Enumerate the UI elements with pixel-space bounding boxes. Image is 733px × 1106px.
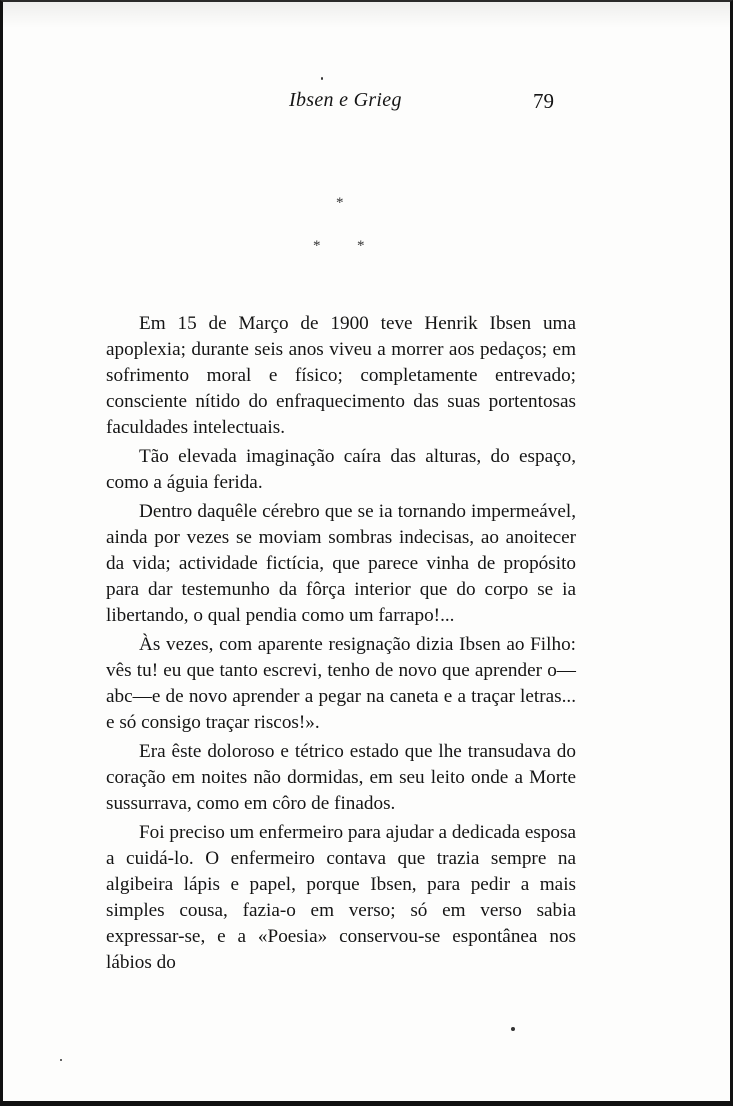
- ink-speck: [321, 77, 323, 80]
- paragraph: Em 15 de Março de 1900 teve Henrik Ibsen uma apoplexia; durante seis anos viveu a morrer aos pedaços; em sofrimento moral e físico; completamente entrevado; consciente nítido do enfraquecimento das suas portentosas faculdades intelectuais.: [106, 313, 576, 438]
- paragraph: Foi preciso um enfermeiro para ajudar a dedicada esposa a cuidá-lo. O enfermeiro contava que trazia sempre na algibeira lápis e papel, porque Ibsen, para pedir a mais simples cousa, fazia-o em verso; só em verso sabia expressar-se, e a «Poesia» conservou-se espontânea nos lábios do: [106, 822, 576, 973]
- paragraph: Era êste doloroso e tétrico estado que lhe transudava do coração em noites não dormidas, em seu leito onde a Morte sussurrava, como em côro de finados.: [106, 741, 576, 814]
- running-head: [3, 89, 730, 119]
- ink-speck: [60, 1059, 62, 1061]
- running-title: Ibsen e Grieg: [289, 89, 402, 111]
- section-break-asterisk: *: [357, 238, 365, 254]
- paragraph: Às vezes, com aparente resignação dizia Ibsen ao Filho: vês tu! eu que tanto escrevi, tenho de novo que aprender o—abc—e de novo aprender a pegar na caneta e a traçar letras... e só consigo traçar riscos!».: [106, 634, 576, 733]
- ink-speck: [511, 1027, 515, 1031]
- page-top-discoloration: [3, 2, 730, 28]
- section-break-asterisk: *: [313, 238, 321, 254]
- body-text: [106, 311, 576, 979]
- section-break-asterisk: *: [336, 195, 344, 211]
- page-number: 79: [533, 89, 554, 113]
- paragraph: Dentro daquêle cérebro que se ia tornando impermeável, ainda por vezes se moviam sombras indecisas, ao anoitecer da vida; actividade fictícia, que parece vinha de propósito para dar testemunho da fôrça interior que do corpo se ia libertando, o qual pendia como um farrapo!...: [106, 501, 576, 626]
- paragraph: Tão elevada imaginação caíra das alturas, do espaço, como a águia ferida.: [106, 446, 576, 493]
